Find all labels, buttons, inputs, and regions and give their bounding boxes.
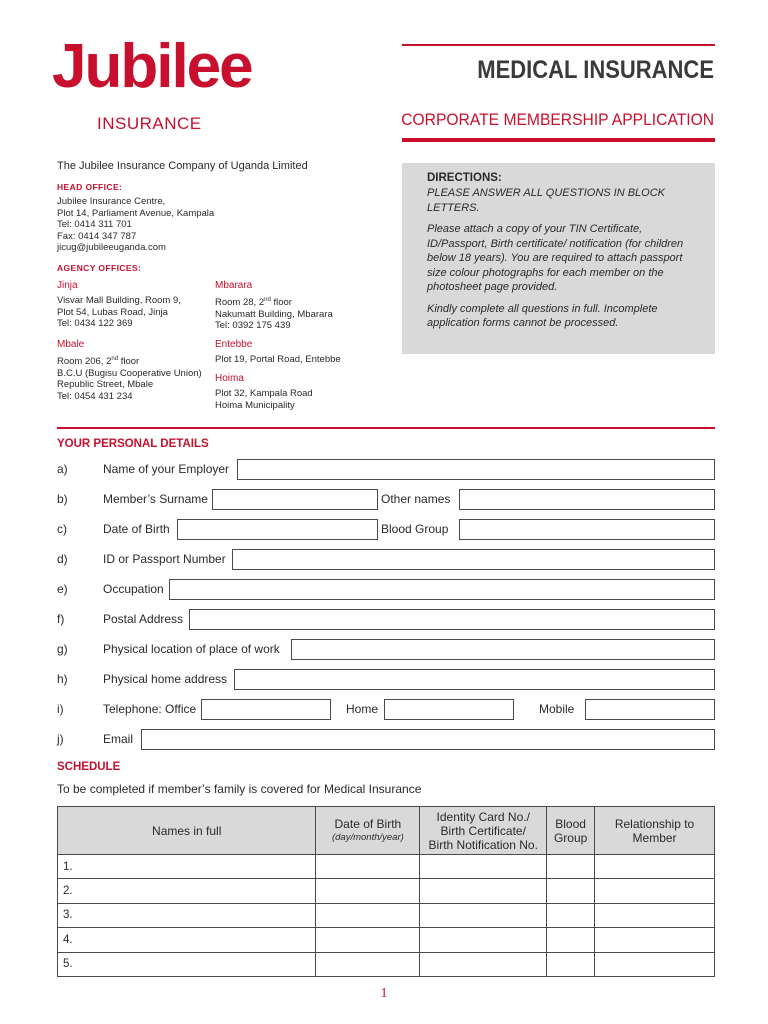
row-blood-cell[interactable] xyxy=(547,928,595,952)
row-dob-cell[interactable] xyxy=(316,855,420,879)
head-office-label: HEAD OFFICE: xyxy=(57,182,123,192)
office-entebbe xyxy=(215,339,341,366)
row-name-cell[interactable]: 2. xyxy=(58,879,316,903)
postal-address-field[interactable] xyxy=(189,609,715,630)
header-bottom-rule xyxy=(402,138,715,142)
address-line: Hoima Municipality xyxy=(215,399,295,411)
company-name: The Jubilee Insurance Company of Uganda Limited xyxy=(57,160,308,172)
office-hoima xyxy=(215,373,313,411)
office-city: Mbarara xyxy=(215,280,253,291)
address-line: Jubilee Insurance Centre, xyxy=(57,196,166,207)
address-line: Plot 54, Lubas Road, Jinja xyxy=(57,306,168,318)
item-letter: c) xyxy=(57,522,67,536)
item-letter: e) xyxy=(57,582,68,596)
other-names-field[interactable] xyxy=(459,489,715,510)
page-number: 1 xyxy=(380,986,388,1001)
office-jinja xyxy=(57,280,181,330)
document-title: MEDICAL INSURANCE xyxy=(477,56,714,84)
address-line: Nakumatt Building, Mbarara xyxy=(215,308,333,320)
table-row xyxy=(58,879,715,903)
section-rule xyxy=(57,427,715,429)
row-blood-cell[interactable] xyxy=(547,952,595,976)
table-row xyxy=(58,928,715,952)
company-logo: Jubilee xyxy=(52,32,252,101)
row-name-cell[interactable]: 1. xyxy=(58,855,316,879)
row-relationship-cell[interactable] xyxy=(595,855,715,879)
address-line: Tel: 0414 311 701 xyxy=(57,219,132,230)
home-address-field[interactable] xyxy=(234,669,715,690)
office-city: Entebbe xyxy=(215,339,253,350)
email-label: Email xyxy=(103,732,134,746)
telephone-mobile-field[interactable] xyxy=(585,699,715,720)
address-line: Republic Street, Mbale xyxy=(57,379,154,391)
directions-title: DIRECTIONS: xyxy=(427,172,502,184)
address-line: Room 206, 2nd floor xyxy=(57,356,140,368)
address-line: Plot 32, Kampala Road xyxy=(215,388,313,399)
telephone-office-field[interactable] xyxy=(201,699,331,720)
row-blood-cell[interactable] xyxy=(547,903,595,927)
address-line: Tel: 0392 175 439 xyxy=(215,320,291,332)
address-line: Room 28, 2nd floor xyxy=(215,297,292,309)
email-text: jicug@jubileeuganda.com xyxy=(57,242,166,253)
table-row xyxy=(58,952,715,976)
address-line: Tel: 0434 122 369 xyxy=(57,318,133,329)
address-line: Plot 19, Portal Road, Entebbe xyxy=(215,354,341,365)
schedule-table xyxy=(57,806,715,977)
office-city: Jinja xyxy=(57,280,78,291)
row-id-cell[interactable] xyxy=(420,928,547,952)
postal-address-label: Postal Address xyxy=(103,612,184,626)
work-location-label: Physical location of place of work xyxy=(103,642,280,656)
table-row xyxy=(58,855,715,879)
column-header-relationship: Relationship to Member xyxy=(595,807,715,855)
row-blood-cell[interactable] xyxy=(547,879,595,903)
schedule-title: SCHEDULE xyxy=(57,761,121,773)
row-id-cell[interactable] xyxy=(420,879,547,903)
address-line: Plot 14, Parliament Avenue, Kampala xyxy=(57,207,215,219)
other-names-label: Other names xyxy=(381,492,451,506)
blood-group-label: Blood Group xyxy=(381,522,449,536)
row-blood-cell[interactable] xyxy=(547,855,595,879)
item-letter: i) xyxy=(57,702,64,716)
employer-label: Name of your Employer xyxy=(103,462,230,476)
dob-field[interactable] xyxy=(177,519,378,540)
document-subtitle: CORPORATE MEMBERSHIP APPLICATION xyxy=(401,110,714,129)
row-dob-cell[interactable] xyxy=(316,952,420,976)
occupation-field[interactable] xyxy=(169,579,715,600)
item-letter: f) xyxy=(57,612,65,626)
row-dob-cell[interactable] xyxy=(316,903,420,927)
header-top-rule xyxy=(402,44,715,46)
employer-field[interactable] xyxy=(237,459,715,480)
row-name-cell[interactable]: 4. xyxy=(58,928,316,952)
item-letter: j) xyxy=(57,732,64,746)
dob-label: Date of Birth xyxy=(103,522,170,536)
row-dob-cell[interactable] xyxy=(316,879,420,903)
directions-paragraph: PLEASE ANSWER ALL QUESTIONS IN BLOCK LETTERS. xyxy=(427,187,665,214)
address-line: Visvar Mall Building, Room 9, xyxy=(57,295,181,306)
row-relationship-cell[interactable] xyxy=(595,879,715,903)
surname-label: Member’s Surname xyxy=(103,492,208,506)
column-header-names: Names in full xyxy=(58,807,316,855)
address-line: B.C.U (Bugisu Cooperative Union) xyxy=(57,367,202,379)
item-letter: d) xyxy=(57,552,68,566)
row-id-cell[interactable] xyxy=(420,855,547,879)
row-dob-cell[interactable] xyxy=(316,928,420,952)
telephone-home-label: Home xyxy=(346,702,379,716)
directions-paragraph: Please attach a copy of your TIN Certificate, ID/Passport, Birth certificate/ notification (for children below 18 years). You are required to attach passport size colour photographs for each member on the photosheet page provided. xyxy=(427,223,684,293)
telephone-mobile-label: Mobile xyxy=(539,702,575,716)
agency-offices-label: AGENCY OFFICES: xyxy=(57,263,142,273)
column-header-id: Identity Card No./ Birth Certificate/ Birth Notification No. xyxy=(420,807,547,855)
address-line: Fax: 0414 347 787 xyxy=(57,230,137,242)
row-name-cell[interactable]: 5. xyxy=(58,952,316,976)
row-relationship-cell[interactable] xyxy=(595,928,715,952)
address-line: Tel: 0454 431 234 xyxy=(57,390,133,402)
work-location-field[interactable] xyxy=(291,639,715,660)
office-mbale xyxy=(57,339,202,402)
office-city: Mbale xyxy=(57,339,85,350)
item-letter: h) xyxy=(57,672,68,686)
id-passport-label: ID or Passport Number xyxy=(103,552,226,566)
row-relationship-cell[interactable] xyxy=(595,952,715,976)
telephone-office-label: Telephone: Office xyxy=(103,702,197,716)
column-header-blood-group: Blood Group xyxy=(547,807,595,855)
office-mbarara xyxy=(215,280,333,332)
item-letter: a) xyxy=(57,462,68,476)
blood-group-field[interactable] xyxy=(459,519,715,540)
table-header-row xyxy=(58,807,715,855)
row-name-cell[interactable]: 3. xyxy=(58,903,316,927)
directions-box xyxy=(402,163,715,354)
row-id-cell[interactable] xyxy=(420,952,547,976)
home-address-label: Physical home address xyxy=(103,672,228,686)
head-office-address xyxy=(57,196,214,254)
row-id-cell[interactable] xyxy=(420,903,547,927)
office-city: Hoima xyxy=(215,373,244,384)
surname-field[interactable] xyxy=(212,489,378,510)
email-field[interactable] xyxy=(141,729,715,750)
row-relationship-cell[interactable] xyxy=(595,903,715,927)
personal-details-title: YOUR PERSONAL DETAILS xyxy=(57,438,209,450)
logo-subtitle: INSURANCE xyxy=(97,114,202,133)
item-letter: g) xyxy=(57,642,68,656)
schedule-note: To be completed if member’s family is covered for Medical Insurance xyxy=(57,782,422,796)
id-passport-field[interactable] xyxy=(232,549,715,570)
telephone-home-field[interactable] xyxy=(384,699,514,720)
table-row xyxy=(58,903,715,927)
item-letter: b) xyxy=(57,492,68,506)
column-header-dob: Date of Birth (day/month/year) xyxy=(316,807,420,855)
directions-paragraph: Kindly complete all questions in full. Incomplete application forms cannot be processed. xyxy=(427,302,658,329)
occupation-label: Occupation xyxy=(103,582,164,596)
